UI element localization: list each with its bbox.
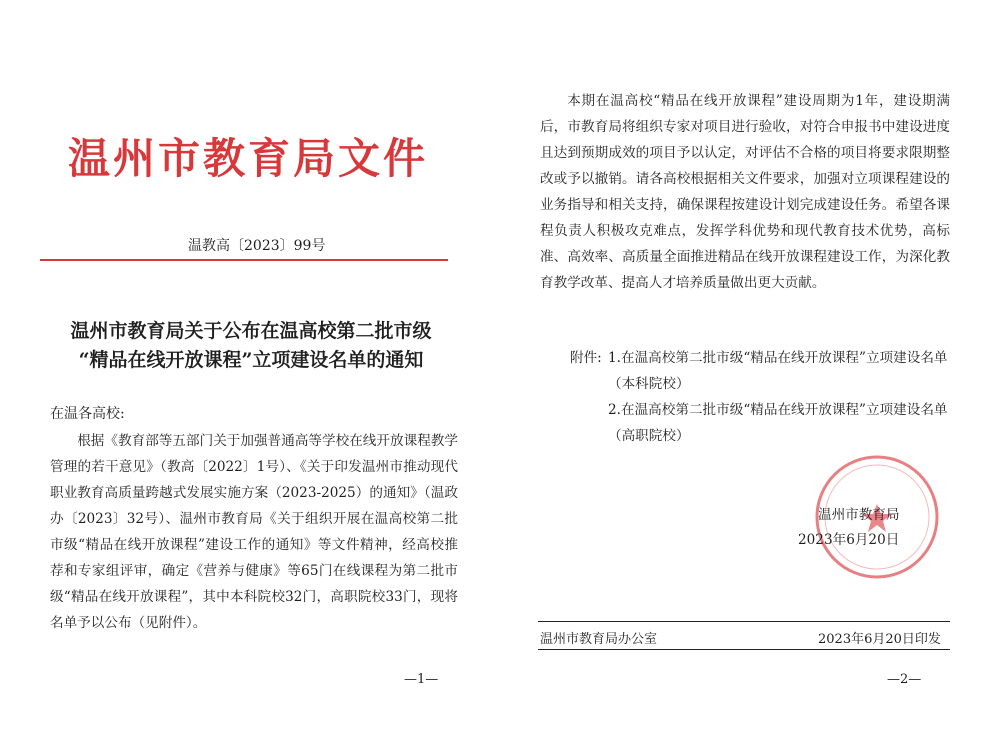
- attachments-label: 附件:: [570, 350, 602, 366]
- page-right: [500, 0, 1000, 750]
- footer-print-date: 2023年6月20日印发: [818, 632, 941, 647]
- attachment-item-1: 1.在温高校第二批市级“精品在线开放课程”立项建设名单（本科院校）: [608, 350, 948, 392]
- document-number: 温教高〔2023〕99号: [188, 238, 326, 254]
- red-divider: [40, 259, 448, 261]
- body-paragraph: 根据《教育部等五部门关于加强普通高等学校在线开放课程教学管理的若干意见》（教高〔2022〕1号）、《关于印发温州市推动现代职业教育高质量跨越式发展实施方案（2023-2025）的通知》（温政办〔2023〕32号）、温州市教育局《关于组织开展在温高校第二批市级“精品在线开放课程”建设工作的通知》等文件精神，经高校推荐和专家组评审，确定《营养与健康》等65门在线课程为第二批市级“精品在线开放课程”，其中本科院校32门，高职院校33门，现将名单予以公布（见附件）。: [50, 433, 458, 631]
- notice-title: [56, 317, 446, 375]
- notice-title-line-2: “精品在线开放课程”立项建设名单的通知: [78, 349, 424, 371]
- body-paragraph-continued: 本期在温高校“精品在线开放课程”建设周期为1年，建设期满后，市教育局将组织专家对项目进行验收，对符合申报书中建设进度且达到预期成效的项目予以认定，对评估不合格的项目将要求限期整改或予以撤销。请各高校根据相关文件要求，加强对立项课程建设的业务指导和相关支持，确保课程按建设计划完成建设任务。希望各课程负责人积极攻克难点，发挥学科优势和现代教育技术优势，高标准、高效率、高质量全面推进精品在线开放课程建设工作，为深化教育教学改革、提高人才培养质量做出更大贡献。: [540, 93, 950, 291]
- page-number-1: —1—: [404, 672, 439, 687]
- footer-office: 温州市教育局办公室: [540, 632, 658, 647]
- attachments-section: [570, 345, 950, 449]
- footer-rule-top: [538, 621, 950, 622]
- issue-date: 2023年6月20日: [798, 532, 900, 548]
- issuer-name: 温州市教育局: [818, 507, 900, 523]
- salutation: 在温各高校:: [50, 406, 125, 422]
- footer-rule-bottom: [538, 649, 950, 650]
- page-number-2: —2—: [887, 672, 922, 687]
- notice-title-line-1: 温州市教育局关于公布在温高校第二批市级: [70, 320, 432, 342]
- attachment-item-2: 2.在温高校第二批市级“精品在线开放课程”立项建设名单（高职院校）: [608, 402, 948, 444]
- document-header-title: 温州市教育局文件: [68, 134, 429, 183]
